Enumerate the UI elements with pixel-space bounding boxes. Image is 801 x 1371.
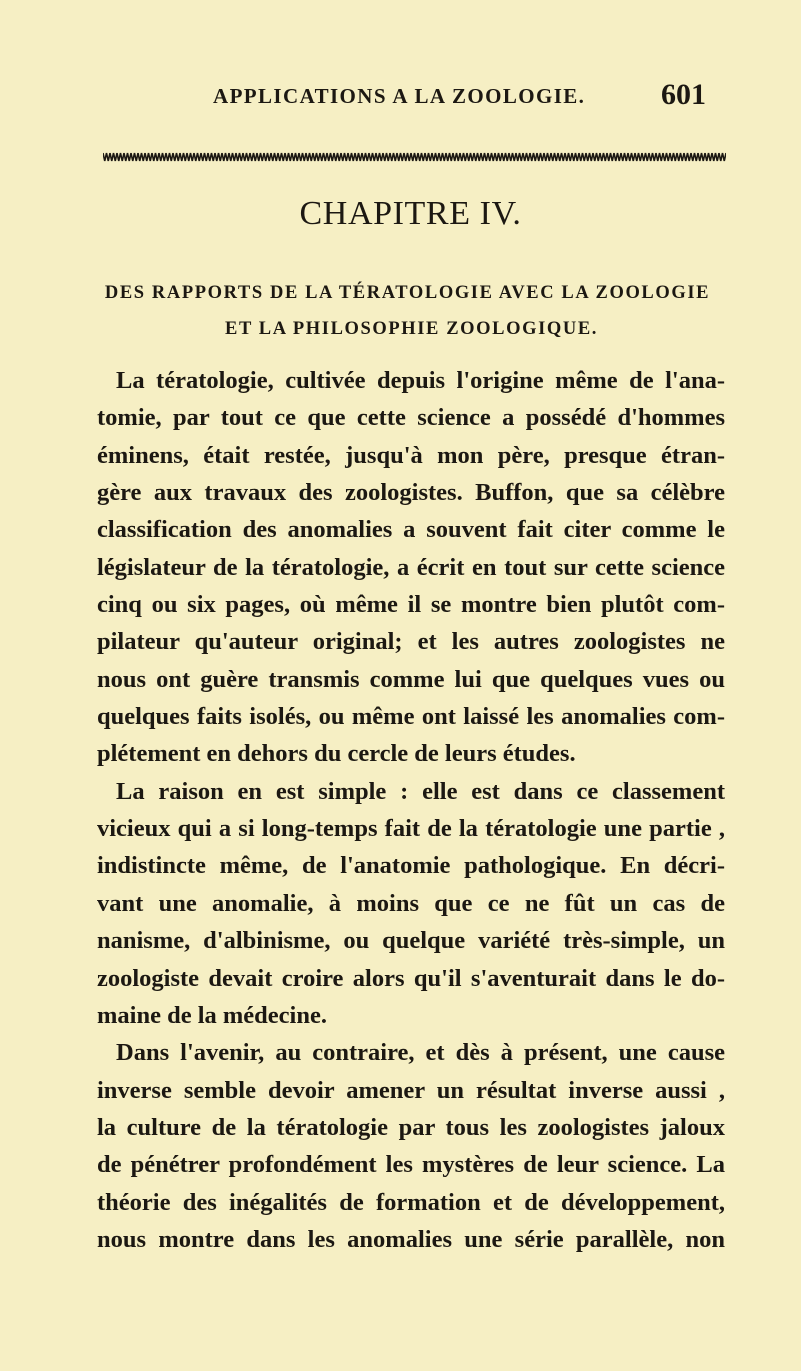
text-line: inverse semble devoir amener un résultat inverse aussi ,	[97, 1076, 725, 1104]
text-line: Dans l'avenir, au contraire, et dès à présent, une cause	[116, 1039, 725, 1067]
chapter-subtitle-line-2: ET LA PHILOSOPHIE ZOOLOGIQUE.	[225, 319, 598, 339]
text-line: classification des anomalies a souvent fait citer comme le	[97, 516, 725, 544]
text-line: cinq ou six pages, où même il se montre bien plutôt com-	[97, 591, 725, 619]
chapter-subtitle-line-1: DES RAPPORTS DE LA TÉRATOLOGIE AVEC LA ZOOLOGIE	[104, 283, 711, 303]
page-number: 601	[661, 78, 706, 111]
text-line: tomie, par tout ce que cette science a possédé d'hommes	[97, 404, 725, 432]
text-line: éminens, était restée, jusqu'à mon père, presque étran-	[97, 441, 725, 469]
ornamental-rule	[103, 151, 726, 163]
text-line: La tératologie, cultivée depuis l'origine même de l'ana-	[116, 367, 725, 394]
text-line: vicieux qui a si long-temps fait de la tératologie une partie ,	[97, 815, 725, 843]
text-line: zoologiste devait croire alors qu'il s'aventurait dans le do-	[97, 964, 725, 992]
text-line: plétement en dehors du cercle de leurs études.	[97, 740, 576, 768]
text-line: théorie des inégalités de formation et de développement,	[97, 1188, 725, 1216]
text-line: quelques faits isolés, ou même ont laissé les anomalies com-	[97, 703, 725, 731]
text-line: nous ont guère transmis comme lui que quelques vues ou	[97, 665, 725, 693]
paragraph-1	[97, 362, 725, 773]
text-line: nanisme, d'albinisme, ou quelque variété très-simple, un	[97, 927, 725, 955]
text-line: maine de la médecine.	[97, 1001, 327, 1029]
paragraph-3	[97, 1034, 725, 1258]
running-title: APPLICATIONS A LA ZOOLOGIE.	[213, 84, 586, 108]
running-head	[0, 78, 801, 118]
text-line: pilateur qu'auteur original; et les autres zoologistes ne	[97, 628, 725, 656]
text-line: législateur de la tératologie, a écrit en tout sur cette science	[97, 553, 725, 581]
text-line: de pénétrer profondément les mystères de leur science. La	[97, 1151, 725, 1179]
text-line: indistincte même, de l'anatomie pathologique. En décri-	[97, 852, 725, 880]
text-line: nous montre dans les anomalies une série parallèle, non	[97, 1225, 725, 1253]
body-text	[97, 362, 725, 1258]
text-line: La raison en est simple : elle est dans ce classement	[116, 777, 725, 805]
text-line: vant une anomalie, à moins que ce ne fût un cas de	[97, 889, 725, 917]
text-line: la culture de la tératologie par tous les zoologistes jaloux	[97, 1113, 725, 1141]
chapter-title: CHAPITRE IV.	[299, 195, 522, 232]
paragraph-2	[97, 773, 725, 1034]
text-line: gère aux travaux des zoologistes. Buffon, que sa célèbre	[97, 479, 725, 507]
